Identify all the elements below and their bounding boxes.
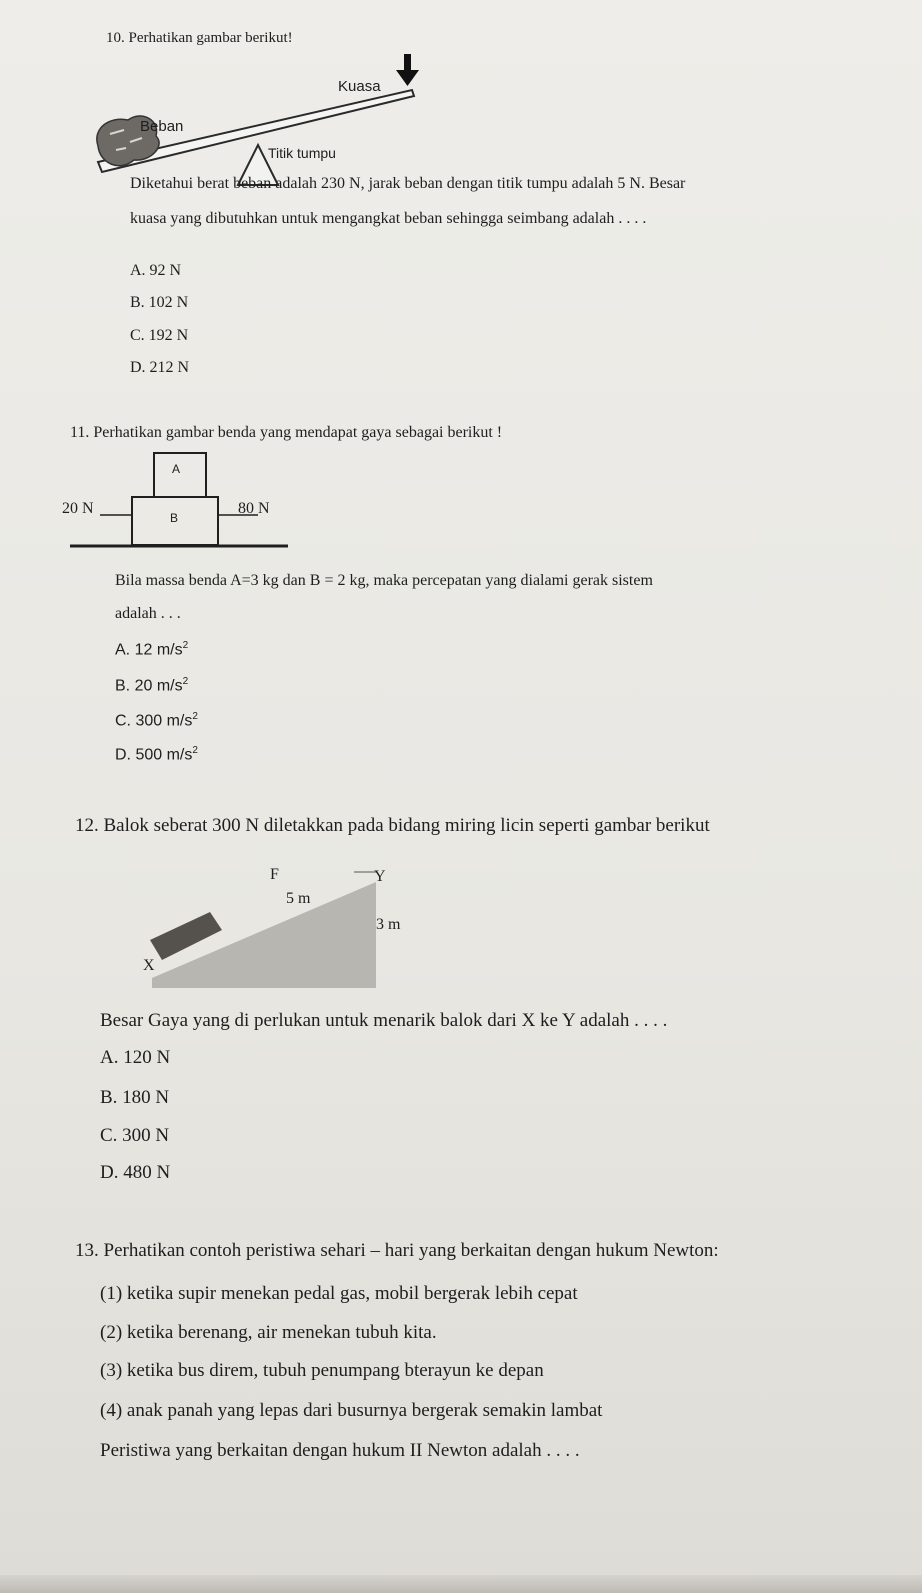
label-beban: Beban [140,118,184,135]
incline-diagram [140,860,390,990]
q11-option-b [115,676,188,695]
label-height: 3 m [376,916,401,933]
q11-option-d-label: D. [115,746,131,764]
q12-option-c: C. 300 N [100,1125,170,1146]
q11-text-line1: Bila massa benda A=3 kg dan B = 2 kg, maka percepatan yang dialami gerak sistem [115,572,653,589]
block-a-label: A [172,462,181,476]
q13-question: Peristiwa yang berkaitan dengan hukum II Newton adalah . . . . [100,1440,580,1461]
q10-title: 10. Perhatikan gambar berikut! [106,30,293,46]
q12-option-b: B. 180 N [100,1087,170,1108]
force-arrow-head [396,70,419,86]
q10-option-b: B. 102 N [130,294,189,311]
q11-option-d [115,745,198,764]
left-force-label: 20 N [62,500,94,517]
q12-option-d: D. 480 N [100,1162,171,1183]
q11-option-c-label: C. [115,712,131,730]
q12-option-a: A. 120 N [100,1047,171,1068]
label-kuasa: Kuasa [338,78,381,95]
q11-option-c-exp: 2 [192,711,198,722]
q11-option-b-label: B. [115,677,131,695]
q13-item-3: (3) ketika bus direm, tubuh penumpang bterayun ke depan [100,1360,544,1381]
q11-option-b-value: 20 m/s [134,677,183,695]
q11-title: 11. Perhatikan gambar benda yang mendapat gaya sebagai berikut ! [70,424,503,441]
label-y: Y [374,868,386,885]
q11-option-d-value: 500 m/s [135,746,193,764]
q11-option-c [115,711,198,730]
q10-option-a: A. 92 N [130,262,182,279]
q13-title: 13. Perhatikan contoh peristiwa sehari – hari yang berkaitan dengan hukum Newton: [75,1240,719,1261]
q11-option-a-exp: 2 [182,640,189,651]
q10-option-c: C. 192 N [130,327,189,344]
q11-text-line2: adalah . . . [115,605,181,622]
q13-item-1: (1) ketika supir menekan pedal gas, mobil bergerak lebih cepat [100,1283,578,1304]
q10-text-line2: kuasa yang dibutuhkan untuk mengangkat beban sehingga seimbang adalah . . . . [130,210,647,227]
label-x: X [143,957,155,974]
block-b-label: B [170,511,179,525]
q11-option-b-exp: 2 [182,676,189,687]
lever-diagram [80,50,440,190]
right-force-label: 80 N [238,500,270,517]
q12-title: 12. Balok seberat 300 N diletakkan pada bidang miring licin seperti gambar berikut [75,815,710,836]
label-titik-tumpu: Titik tumpu [268,145,336,161]
q11-option-a-value: 12 m/s [134,641,183,659]
q13-item-4: (4) anak panah yang lepas dari busurnya bergerak semakin lambat [100,1400,603,1421]
q11-option-d-exp: 2 [192,745,198,756]
q11-option-a [115,640,188,659]
page-bottom-edge [0,1575,922,1593]
label-f: F [270,866,279,883]
q11-option-c-value: 300 m/s [135,712,193,730]
q13-item-2: (2) ketika berenang, air menekan tubuh kita. [100,1322,437,1343]
q11-option-a-label: A. [115,641,131,659]
q12-question: Besar Gaya yang di perlukan untuk menarik balok dari X ke Y adalah . . . . [100,1010,668,1031]
label-hyp: 5 m [286,890,311,907]
q10-text-line1: Diketahui berat beban adalah 230 N, jarak beban dengan titik tumpu adalah 5 N. Besar [130,175,686,192]
force-arrow-shaft [404,54,411,72]
q10-option-d: D. 212 N [130,359,190,376]
